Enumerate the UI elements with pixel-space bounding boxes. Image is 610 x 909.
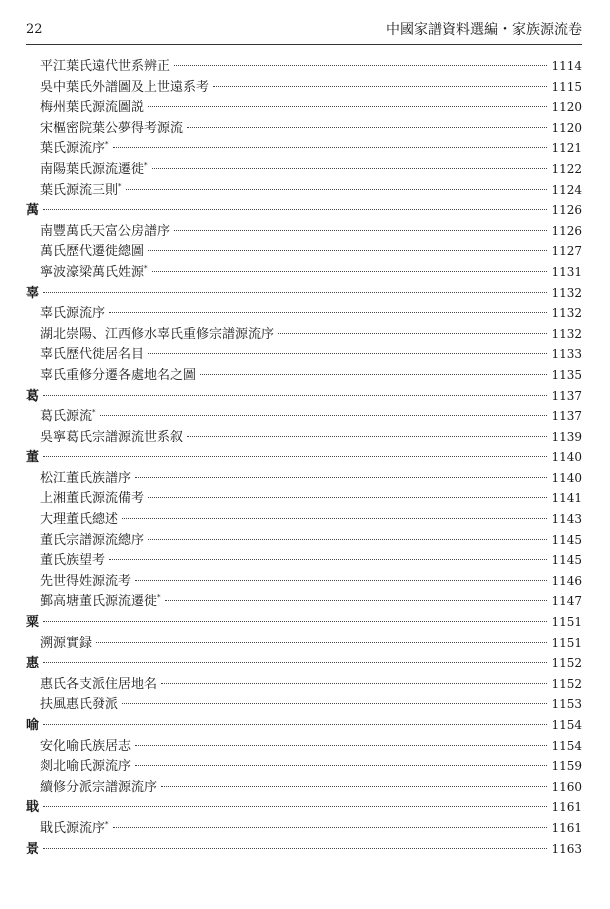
dot-leader: [43, 662, 547, 663]
toc-page-number: 1159: [551, 759, 582, 774]
toc-entry: [26, 818, 582, 839]
toc-title: 剡北喻氏源流序: [40, 759, 132, 775]
toc-mark: *: [118, 182, 122, 191]
toc-title: 吳寧葛氏宗譜源流世系叙: [40, 429, 184, 445]
toc-page-number: 1126: [551, 223, 582, 238]
toc-title: 辜氏重修分遷各處地名之圖: [40, 367, 197, 383]
toc-title: 葉氏源流序*: [40, 141, 109, 157]
toc-mark: *: [144, 264, 148, 273]
toc-title: 松江董氏族譜序: [40, 470, 132, 486]
dot-leader: [152, 271, 548, 272]
toc-title: 戢氏源流序*: [40, 820, 109, 836]
toc-page-number: 1141: [551, 491, 582, 506]
dot-leader: [161, 786, 547, 787]
toc-entry: [26, 303, 582, 324]
toc-entry: [26, 56, 582, 77]
toc-title: 扶風惠氏發派: [40, 697, 119, 713]
dot-leader: [109, 559, 547, 560]
toc-page-number: 1120: [551, 100, 582, 115]
toc-title: 董氏族望考: [40, 553, 106, 569]
dot-leader: [200, 374, 547, 375]
toc-surname-heading: [26, 386, 582, 407]
toc-title: 葛: [26, 388, 40, 404]
toc-page-number: 1139: [551, 429, 582, 444]
toc-page-number: 1140: [551, 470, 582, 485]
toc-title: 萬: [26, 203, 40, 219]
dot-leader: [148, 106, 547, 107]
dot-leader: [43, 456, 547, 457]
toc-entry: [26, 488, 582, 509]
toc-page-number: 1145: [551, 553, 582, 568]
toc-entry: [26, 550, 582, 571]
toc-title: 辜: [26, 285, 40, 301]
toc-page-number: 1152: [551, 676, 582, 691]
toc-entry: [26, 468, 582, 489]
toc-surname-heading: [26, 839, 582, 860]
dot-leader: [187, 436, 547, 437]
dot-leader: [161, 683, 547, 684]
dot-leader: [135, 745, 547, 746]
dot-leader: [135, 477, 547, 478]
toc-entry: [26, 530, 582, 551]
toc-entry: [26, 344, 582, 365]
toc-page-number: 1115: [551, 79, 582, 94]
toc-title: 惠氏各支派住居地名: [40, 676, 158, 692]
dot-leader: [43, 209, 547, 210]
toc-title: 安化喻氏族居志: [40, 738, 132, 754]
dot-leader: [122, 518, 547, 519]
toc-title: 葛氏源流*: [40, 408, 96, 425]
dot-leader: [135, 765, 547, 766]
toc-page-number: 1160: [551, 779, 582, 794]
toc-title: 辜氏源流序: [40, 306, 106, 322]
toc-title: 惠: [26, 656, 40, 672]
toc-title: 溯源實録: [40, 635, 93, 651]
toc-title: 葉氏源流三則*: [40, 182, 122, 198]
toc-page-number: 1114: [551, 59, 582, 73]
toc-entry: [26, 241, 582, 262]
dot-leader: [174, 230, 547, 231]
toc-entry: [26, 571, 582, 592]
toc-title: 寧波濠梁萬氏姓源*: [40, 264, 148, 280]
dot-leader: [43, 621, 547, 622]
dot-leader: [43, 724, 547, 725]
toc-page-number: 1143: [551, 512, 582, 527]
toc-title: 戢: [26, 800, 40, 816]
toc-entry: [26, 138, 582, 159]
toc-page-number: 1132: [551, 326, 582, 341]
dot-leader: [187, 127, 547, 128]
dot-leader: [43, 848, 547, 849]
toc-entry: [26, 427, 582, 448]
toc-surname-heading: [26, 447, 582, 468]
toc-page-number: 1121: [551, 141, 582, 156]
toc-entry: [26, 159, 582, 180]
dot-leader: [43, 395, 547, 396]
toc-title: 董氏宗譜源流總序: [40, 532, 145, 548]
toc-title: 平江葉氏遠代世系辨正: [40, 59, 171, 74]
toc-entry: [26, 97, 582, 118]
toc-surname-heading: [26, 283, 582, 304]
toc-title: 南豐萬氏天富公房譜序: [40, 223, 171, 239]
toc-entry: [26, 633, 582, 654]
dot-leader: [174, 65, 547, 66]
toc-title: 鄞高塘董氏源流遷徙*: [40, 594, 161, 610]
dot-leader: [96, 642, 547, 643]
toc-entry: [26, 694, 582, 715]
dot-leader: [43, 292, 547, 293]
dot-leader: [109, 312, 547, 313]
toc-page-number: 1154: [551, 718, 582, 732]
dot-leader: [148, 497, 547, 498]
toc-mark: *: [105, 141, 109, 150]
toc-page-number: 1154: [551, 738, 582, 753]
toc-page-number: 1161: [551, 820, 582, 835]
toc-title: 先世得姓源流考: [40, 573, 132, 589]
toc-entry: [26, 777, 582, 798]
toc-title: 大理董氏總述: [40, 512, 119, 528]
dot-leader: [135, 580, 547, 581]
dot-leader: [152, 168, 548, 169]
toc-page-number: 1127: [551, 244, 582, 259]
toc-page-number: 1151: [551, 615, 582, 630]
toc-title: 上湘董氏源流備考: [40, 491, 145, 507]
toc-page-number: 1146: [551, 573, 582, 588]
toc-entry: [26, 262, 582, 283]
toc-title: 辜氏歷代徙居名目: [40, 347, 145, 363]
page-header: [26, 14, 582, 45]
toc-surname-heading: [26, 797, 582, 818]
dot-leader: [113, 147, 548, 148]
toc-page-number: 1131: [551, 264, 582, 279]
toc-title: 粟: [26, 615, 40, 631]
toc-surname-heading: [26, 715, 582, 736]
toc-title: 景: [26, 841, 40, 857]
table-of-contents: [26, 56, 582, 859]
dot-leader: [43, 806, 547, 807]
toc-page-number: 1132: [551, 285, 582, 300]
dot-leader: [165, 600, 548, 601]
toc-page-number: 1133: [551, 347, 582, 362]
toc-entry: [26, 406, 582, 427]
toc-entry: [26, 118, 582, 139]
dot-leader: [148, 353, 547, 354]
dot-leader: [278, 333, 547, 334]
toc-page-number: 1153: [551, 697, 582, 712]
toc-title: 續修分派宗譜源流序: [40, 779, 158, 795]
dot-leader: [100, 415, 548, 416]
toc-page-number: 1132: [551, 306, 582, 321]
dot-leader: [213, 86, 547, 87]
dot-leader: [113, 827, 548, 828]
dot-leader: [126, 189, 548, 190]
toc-title: 湖北崇陽、江西修水辜氏重修宗譜源流序: [40, 326, 275, 342]
toc-page-number: 1140: [551, 450, 582, 465]
toc-mark: *: [157, 594, 161, 603]
toc-page-number: 1145: [551, 532, 582, 547]
toc-entry: [26, 509, 582, 530]
toc-page-number: 1135: [551, 367, 582, 382]
toc-entry: [26, 180, 582, 201]
toc-page-number: 1137: [551, 409, 582, 424]
toc-entry: [26, 756, 582, 777]
toc-title: 吳中葉氏外譜圖及上世遠系考: [40, 79, 210, 95]
toc-page-number: 1163: [551, 841, 582, 856]
toc-mark: *: [144, 161, 148, 170]
toc-page-number: 1126: [551, 203, 582, 218]
toc-page-number: 1152: [551, 656, 582, 671]
toc-entry: [26, 324, 582, 345]
toc-page-number: 1120: [551, 120, 582, 135]
toc-page-number: 1124: [551, 182, 582, 197]
toc-title: 梅州葉氏源流圖説: [40, 100, 145, 116]
toc-title: 南陽葉氏源流遷徙*: [40, 161, 148, 177]
toc-page-number: 1161: [551, 800, 582, 815]
toc-title: 喻: [26, 718, 40, 733]
dot-leader: [148, 539, 547, 540]
toc-entry: [26, 365, 582, 386]
book-title: 中國家譜資料選編・家族源流卷: [386, 22, 582, 38]
toc-surname-heading: [26, 653, 582, 674]
toc-title: 董: [26, 450, 40, 466]
toc-title: 萬氏歷代遷徙總圖: [40, 244, 145, 260]
page-number: 22: [26, 21, 43, 37]
toc-page-number: 1137: [551, 388, 582, 403]
toc-title: 宋樞密院葉公夢得考源流: [40, 120, 184, 136]
toc-surname-heading: [26, 612, 582, 633]
dot-leader: [122, 703, 547, 704]
toc-page-number: 1147: [551, 594, 582, 609]
toc-entry: [26, 591, 582, 612]
toc-surname-heading: [26, 200, 582, 221]
toc-mark: *: [92, 408, 96, 417]
toc-entry: [26, 674, 582, 695]
toc-entry: [26, 221, 582, 242]
toc-page-number: 1151: [551, 635, 582, 650]
toc-entry: [26, 77, 582, 98]
dot-leader: [148, 250, 547, 251]
toc-page-number: 1122: [551, 161, 582, 176]
toc-entry: [26, 736, 582, 757]
toc-mark: *: [105, 820, 109, 829]
